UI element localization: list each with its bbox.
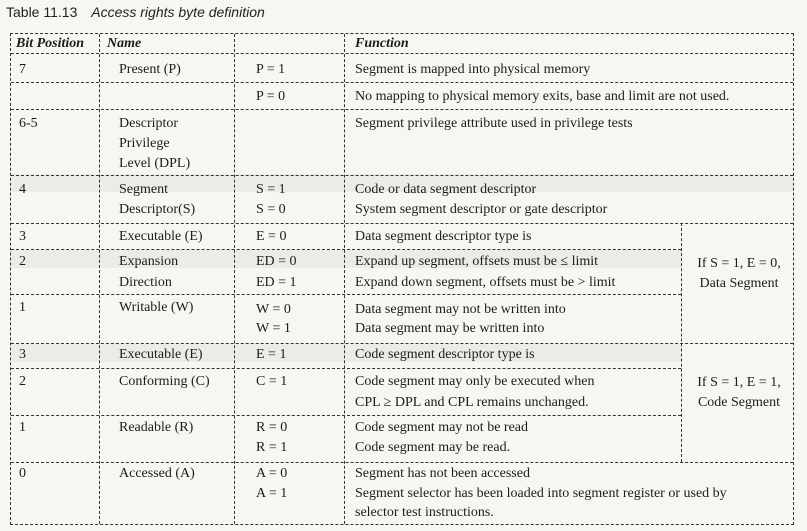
function-cell: System segment descriptor or gate descriptor [355,202,608,217]
bit-cell: 1 [19,420,26,435]
function-cell: selector test instructions. [355,505,494,520]
name-cell: Descriptor [119,116,179,131]
row-divider [11,462,793,463]
bit-cell: 4 [19,182,26,197]
value-cell: E = 1 [256,347,287,362]
function-cell: Segment has not been accessed [355,466,530,481]
function-cell: Code or data segment descriptor [355,182,537,197]
function-cell: Data segment may be written into [355,321,545,336]
name-cell: Descriptor(S) [119,202,196,217]
function-cell: Expand up segment, offsets must be ≤ limit [355,254,599,269]
table-number: Table 11.13 [6,4,78,20]
value-cell: A = 0 [256,466,288,481]
name-cell: Level (DPL) [119,156,191,171]
column-divider [99,34,100,524]
row-divider [11,53,793,54]
function-cell: Code segment may not be read [355,420,529,435]
row-divider [11,223,793,224]
name-cell: Executable (E) [119,229,203,244]
function-cell: CPL ≥ DPL and CPL remains unchanged. [355,395,589,410]
value-cell: W = 0 [256,302,291,317]
column-divider [344,34,345,524]
value-cell: ED = 1 [256,275,297,290]
header-bit-position: Bit Position [16,36,85,51]
bit-cell: 1 [19,300,26,315]
data-segment-note: If S = 1, E = 0, [697,256,781,271]
value-cell: A = 1 [256,486,288,501]
bit-cell: 6-5 [19,116,38,131]
bit-cell: 3 [19,229,26,244]
function-cell: No mapping to physical memory exits, base and limit are not used. [355,89,730,104]
row-divider [11,249,681,250]
header-function: Function [355,36,409,51]
value-cell: R = 0 [256,420,288,435]
name-cell: Readable (R) [119,420,194,435]
value-cell: C = 1 [256,374,288,389]
column-divider [234,34,235,524]
value-cell: P = 1 [256,62,286,77]
function-cell: Code segment may only be executed when [355,374,595,389]
table-title: Access rights byte definition [91,4,265,20]
name-cell: Executable (E) [119,347,203,362]
bit-cell: 0 [19,466,26,481]
bit-cell: 2 [19,254,26,269]
row-divider [11,109,793,110]
function-cell: Expand down segment, offsets must be > limit [355,275,616,290]
function-cell: Code segment may be read. [355,440,511,455]
value-cell: S = 1 [256,182,286,197]
name-cell: Present (P) [119,62,181,77]
value-cell: W = 1 [256,321,291,336]
header-name: Name [107,36,142,51]
value-cell: E = 0 [256,229,287,244]
bit-cell: 2 [19,374,26,389]
function-cell: Data segment may not be written into [355,302,566,317]
code-segment-note: If S = 1, E = 1, [697,375,781,390]
table-caption [6,4,265,20]
name-cell: Direction [119,275,172,290]
name-cell: Privilege [119,136,170,151]
function-cell: Segment is mapped into physical memory [355,62,591,77]
row-divider [11,175,793,176]
code-segment-note: Code Segment [697,395,781,410]
value-cell: P = 0 [256,89,286,104]
row-divider [11,415,681,416]
function-cell: Code segment descriptor type is [355,347,535,362]
row-divider [11,368,681,369]
name-cell: Expansion [119,254,179,269]
function-cell: Segment privilege attribute used in privilege tests [355,116,633,131]
name-cell: Conforming (C) [119,374,210,389]
name-cell: Writable (W) [119,300,194,315]
access-rights-table [10,33,794,525]
value-cell: R = 1 [256,440,288,455]
value-cell: ED = 0 [256,254,297,269]
shade-band [11,344,681,362]
function-cell: Segment selector has been loaded into segment register or used by [355,486,727,501]
row-divider [11,294,681,295]
name-cell: Segment [119,182,168,197]
name-cell: Accessed (A) [119,466,195,481]
bit-cell: 7 [19,62,26,77]
function-cell: Data segment descriptor type is [355,229,532,244]
data-segment-note: Data Segment [699,276,779,291]
row-divider [11,82,793,83]
row-divider [11,343,793,344]
value-cell: S = 0 [256,202,286,217]
bit-cell: 3 [19,347,26,362]
